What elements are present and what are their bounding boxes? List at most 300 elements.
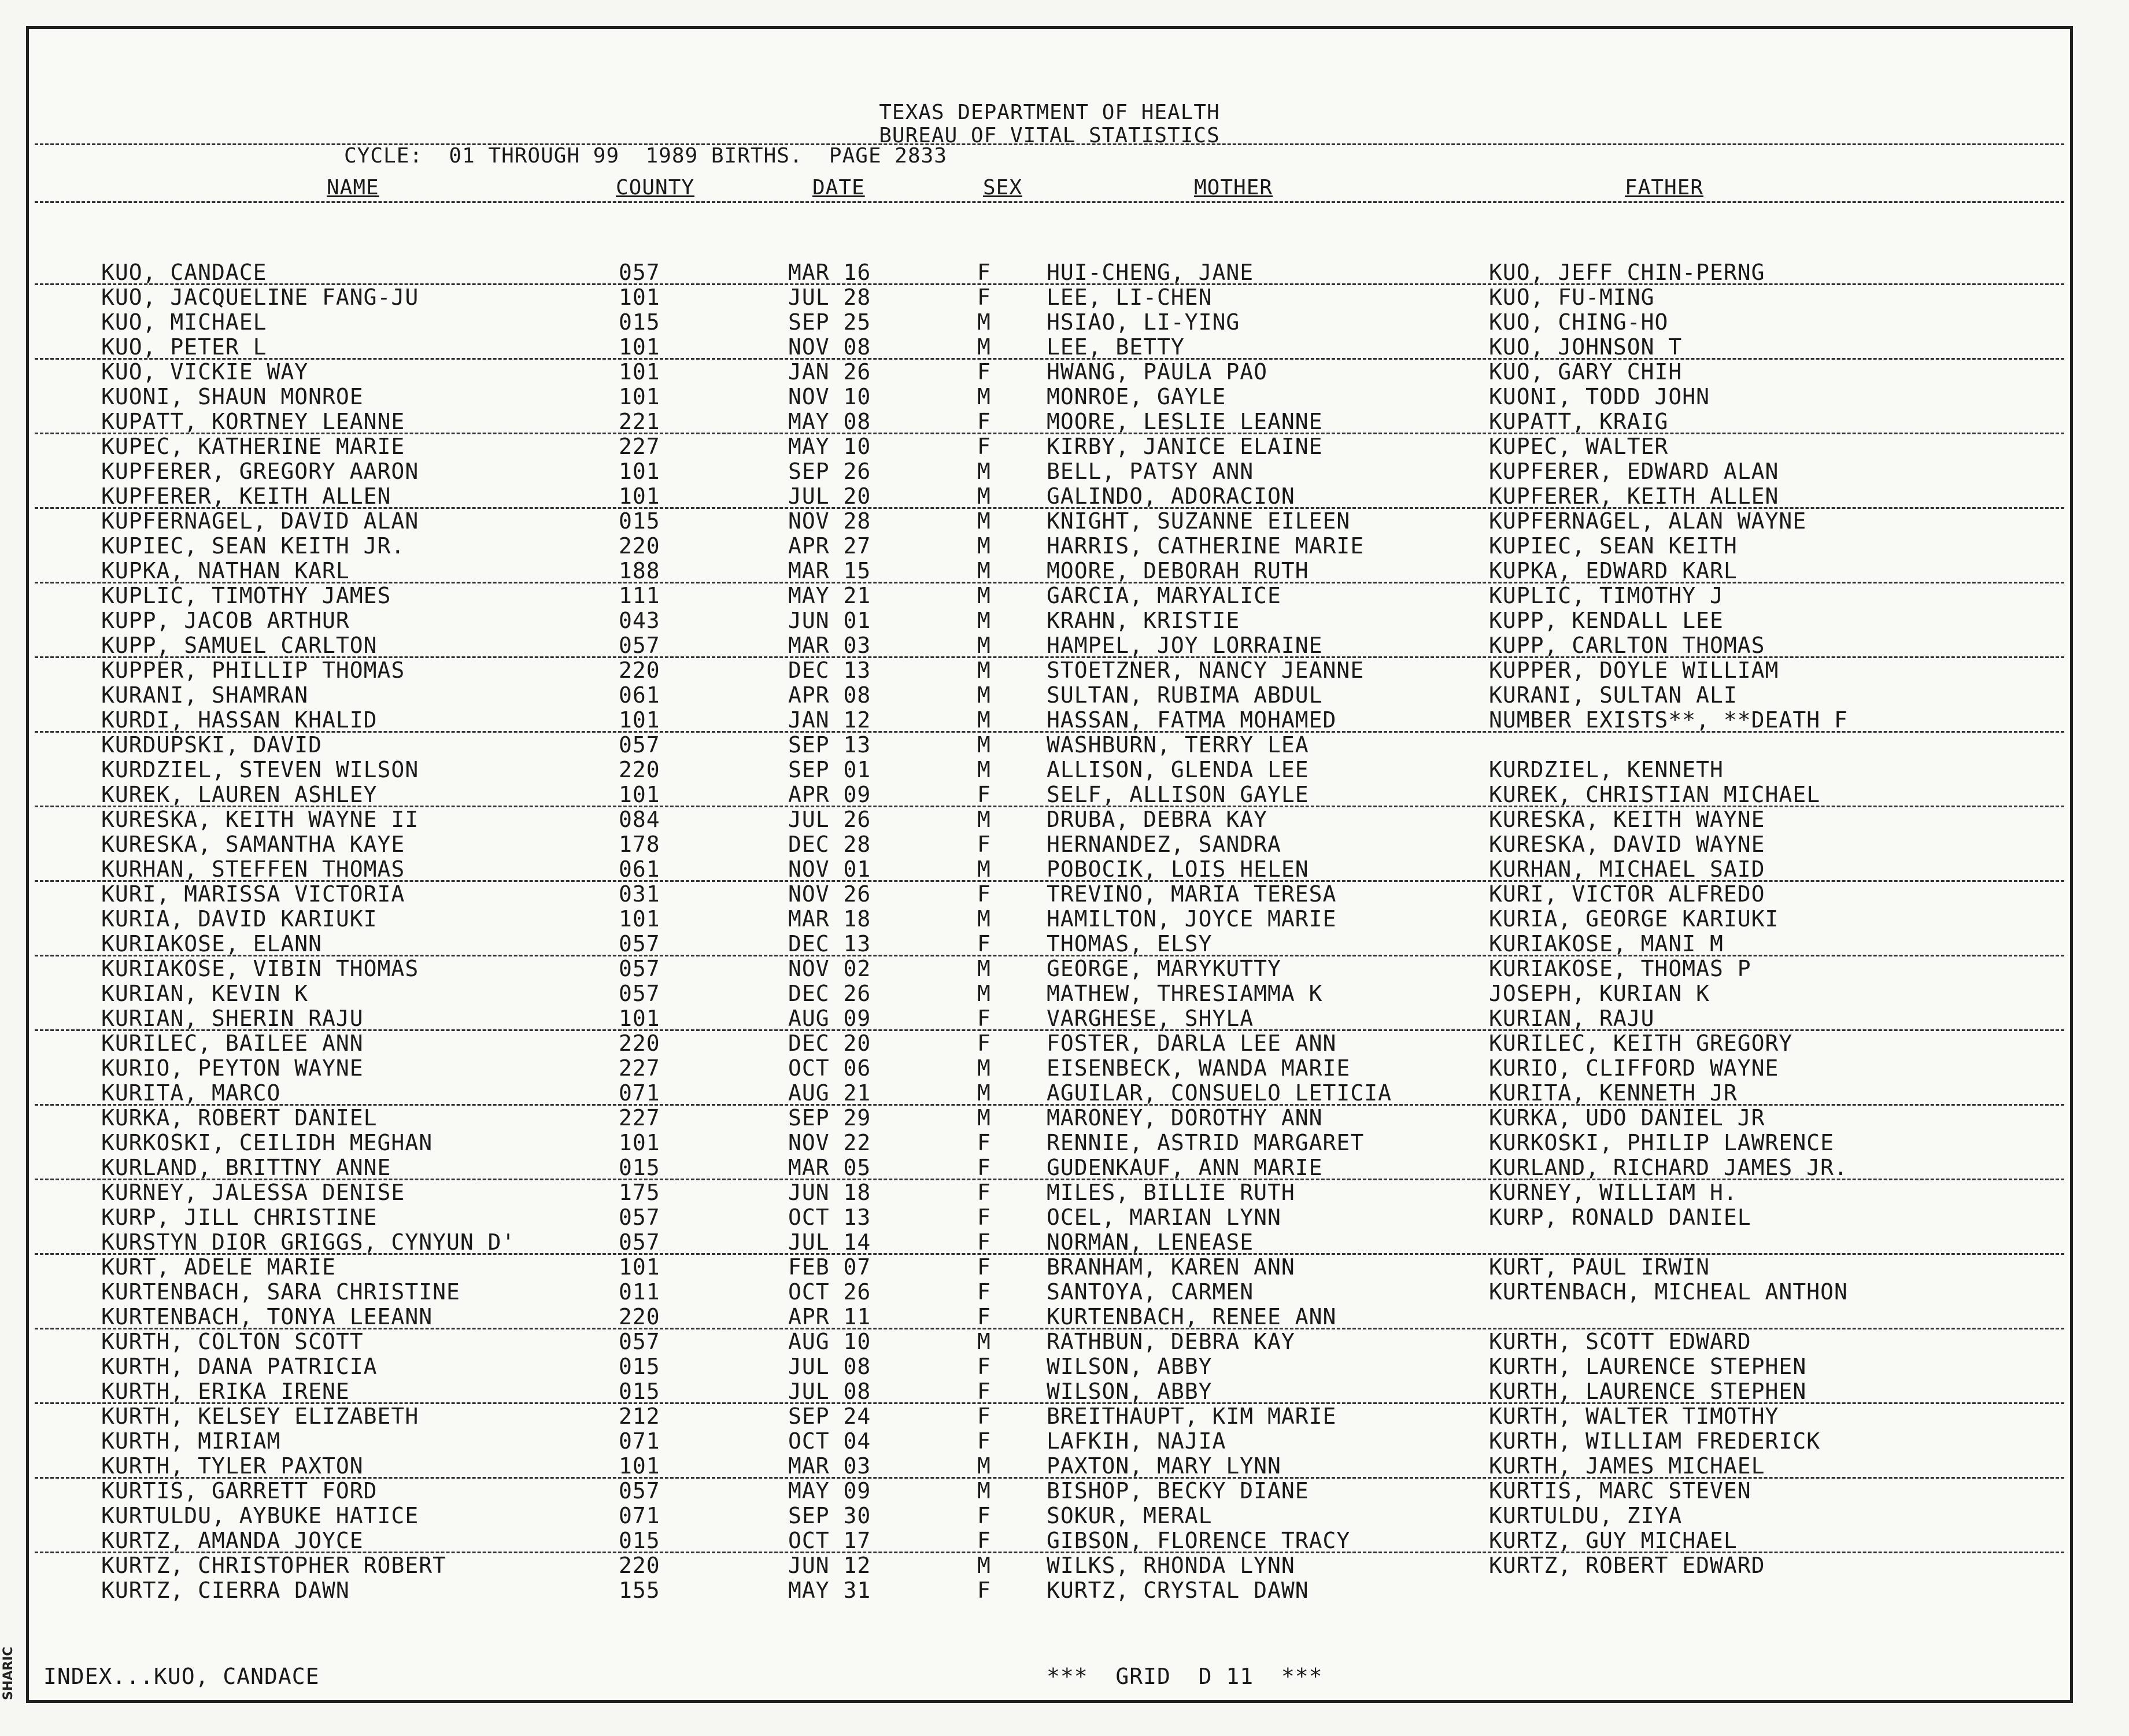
record-mother: LAFKIH, NAJIA [1047, 1428, 1226, 1454]
record-county: 015 [619, 1379, 660, 1404]
record-date: SEP 29 [788, 1105, 871, 1131]
table-row [29, 882, 2070, 907]
record-name: KUPPER, PHILLIP THOMAS [101, 658, 405, 683]
record-sex: F [977, 359, 991, 385]
record-date: NOV 28 [788, 508, 871, 534]
record-date: MAR 03 [788, 1453, 871, 1479]
table-row [29, 360, 2070, 385]
record-father: KUPFERNAGEL, ALAN WAYNE [1489, 508, 1807, 534]
record-father: KURI, VICTOR ALFREDO [1489, 881, 1765, 907]
table-row [29, 1230, 2070, 1255]
record-father: KURKA, UDO DANIEL JR [1489, 1105, 1765, 1131]
record-sex: M [977, 633, 991, 658]
record-father: KUO, JEFF CHIN-PERNG [1489, 260, 1765, 285]
record-sex: F [977, 1304, 991, 1329]
record-date: NOV 22 [788, 1130, 871, 1155]
record-name: KURTH, COLTON SCOTT [101, 1329, 364, 1354]
record-sex: F [977, 1403, 991, 1429]
record-date: DEC 20 [788, 1030, 871, 1056]
record-name: KUPKA, NATHAN KARL [101, 558, 350, 583]
record-sex: M [977, 906, 991, 932]
record-county: 101 [619, 285, 660, 310]
record-father: KURTH, WALTER TIMOTHY [1489, 1403, 1779, 1429]
record-date: APR 27 [788, 533, 871, 559]
record-mother: SULTAN, RUBIMA ABDUL [1047, 682, 1323, 708]
record-name: KUPFERNAGEL, DAVID ALAN [101, 508, 419, 534]
record-mother: HSIAO, LI-YING [1047, 309, 1240, 335]
record-date: JUN 18 [788, 1180, 871, 1205]
table-row [29, 758, 2070, 782]
record-date: APR 11 [788, 1304, 871, 1329]
record-county: 061 [619, 682, 660, 708]
record-county: 011 [619, 1279, 660, 1305]
record-name: KURIAN, KEVIN K [101, 981, 309, 1006]
table-row [29, 782, 2070, 807]
table-row [29, 683, 2070, 708]
record-date: SEP 26 [788, 459, 871, 484]
record-mother: BELL, PATSY ANN [1047, 459, 1254, 484]
record-sex: M [977, 981, 991, 1006]
record-mother: MILES, BILLIE RUTH [1047, 1180, 1295, 1205]
record-father: KURILEC, KEITH GREGORY [1489, 1030, 1793, 1056]
record-date: DEC 28 [788, 832, 871, 857]
record-county: 101 [619, 359, 660, 385]
record-name: KURTH, MIRIAM [101, 1428, 281, 1454]
record-sex: F [977, 1354, 991, 1379]
record-sex: F [977, 1254, 991, 1280]
table-row [29, 658, 2070, 683]
record-name: KUO, MICHAEL [101, 309, 267, 335]
record-mother: WILSON, ABBY [1047, 1354, 1213, 1379]
table-row [29, 1479, 2070, 1504]
record-date: OCT 17 [788, 1528, 871, 1553]
record-county: 101 [619, 1006, 660, 1031]
record-father: JOSEPH, KURIAN K [1489, 981, 1710, 1006]
record-name: KUPFERER, KEITH ALLEN [101, 483, 391, 509]
record-sex: M [977, 1553, 991, 1578]
record-mother: SANTOYA, CARMEN [1047, 1279, 1254, 1305]
table-row [29, 1329, 2070, 1354]
record-mother: GARCIA, MARYALICE [1047, 583, 1281, 608]
record-county: 015 [619, 508, 660, 534]
record-mother: STOETZNER, NANCY JEANNE [1047, 658, 1365, 683]
record-mother: GUDENKAUF, ANN MARIE [1047, 1155, 1323, 1180]
record-mother: MONROE, GAYLE [1047, 384, 1226, 409]
record-mother: DRUBA, DEBRA KAY [1047, 807, 1268, 832]
record-sex: M [977, 1055, 991, 1081]
table-row [29, 1031, 2070, 1056]
record-date: JUL 26 [788, 807, 871, 832]
table-row [29, 1454, 2070, 1479]
record-sex: M [977, 1478, 991, 1504]
record-sex: F [977, 1006, 991, 1031]
record-date: DEC 13 [788, 931, 871, 956]
record-name: KURIO, PEYTON WAYNE [101, 1055, 364, 1081]
record-date: NOV 26 [788, 881, 871, 907]
record-mother: ALLISON, GLENDA LEE [1047, 757, 1309, 782]
record-father: KUPKA, EDWARD KARL [1489, 558, 1738, 583]
record-county: 043 [619, 608, 660, 633]
record-date: AUG 21 [788, 1080, 871, 1106]
record-name: KUO, JACQUELINE FANG-JU [101, 285, 419, 310]
record-mother: WASHBURN, TERRY LEA [1047, 732, 1309, 758]
record-county: 084 [619, 807, 660, 832]
record-name: KURDI, HASSAN KHALID [101, 707, 378, 733]
record-father: KUPP, KENDALL LEE [1489, 608, 1724, 633]
table-row [29, 1131, 2070, 1155]
record-date: JUL 08 [788, 1354, 871, 1379]
table-row [29, 1504, 2070, 1528]
record-mother: HWANG, PAULA PAO [1047, 359, 1268, 385]
record-sex: F [977, 832, 991, 857]
record-name: KURTH, KELSEY ELIZABETH [101, 1403, 419, 1429]
record-name: KUPP, SAMUEL CARLTON [101, 633, 378, 658]
record-mother: THOMAS, ELSY [1047, 931, 1213, 956]
table-row [29, 559, 2070, 583]
record-name: KURKOSKI, CEILIDH MEGHAN [101, 1130, 433, 1155]
table-row [29, 1528, 2070, 1553]
record-mother: KRAHN, KRISTIE [1047, 608, 1240, 633]
record-father: KUO, GARY CHIH [1489, 359, 1683, 385]
record-mother: MATHEW, THRESIAMMA K [1047, 981, 1323, 1006]
record-county: 212 [619, 1403, 660, 1429]
record-sex: M [977, 1105, 991, 1131]
table-row [29, 1180, 2070, 1205]
header-divider [35, 143, 2064, 145]
record-mother: WILSON, ABBY [1047, 1379, 1213, 1404]
record-mother: HAMILTON, JOYCE MARIE [1047, 906, 1337, 932]
record-mother: SELF, ALLISON GAYLE [1047, 782, 1309, 807]
table-row [29, 1354, 2070, 1379]
record-sex: F [977, 1578, 991, 1603]
record-mother: BISHOP, BECKY DIANE [1047, 1478, 1309, 1504]
record-name: KURHAN, STEFFEN THOMAS [101, 856, 405, 882]
table-row [29, 1280, 2070, 1305]
record-father: KUO, JOHNSON T [1489, 334, 1683, 360]
record-father: KURTENBACH, MICHEAL ANTHON [1489, 1279, 1848, 1305]
table-row [29, 1006, 2070, 1031]
record-mother: GEORGE, MARYKUTTY [1047, 956, 1281, 981]
record-county: 227 [619, 434, 660, 459]
table-row [29, 1056, 2070, 1081]
record-county: 101 [619, 707, 660, 733]
record-county: 071 [619, 1503, 660, 1528]
record-father: KURIO, CLIFFORD WAYNE [1489, 1055, 1779, 1081]
record-sex: M [977, 707, 991, 733]
record-father: KURTH, LAURENCE STEPHEN [1489, 1379, 1807, 1404]
record-county: 220 [619, 1304, 660, 1329]
record-father: KURITA, KENNETH JR [1489, 1080, 1738, 1106]
table-row [29, 807, 2070, 832]
record-sex: F [977, 1279, 991, 1305]
column-header-name: NAME [327, 176, 379, 200]
column-header-father: FATHER [1625, 176, 1704, 200]
record-sex: M [977, 732, 991, 758]
table-row [29, 932, 2070, 956]
record-father: KURIAN, RAJU [1489, 1006, 1655, 1031]
record-name: KUPP, JACOB ARTHUR [101, 608, 350, 633]
record-name: KURILEC, BAILEE ANN [101, 1030, 364, 1056]
record-sex: M [977, 334, 991, 360]
record-date: DEC 13 [788, 658, 871, 683]
record-name: KURI, MARISSA VICTORIA [101, 881, 405, 907]
record-county: 101 [619, 906, 660, 932]
column-divider [35, 201, 2064, 203]
record-date: MAY 31 [788, 1578, 871, 1603]
table-row [29, 385, 2070, 409]
record-mother: KNIGHT, SUZANNE EILEEN [1047, 508, 1351, 534]
record-name: KURTENBACH, TONYA LEEANN [101, 1304, 433, 1329]
record-name: KURESKA, KEITH WAYNE II [101, 807, 419, 832]
table-row [29, 260, 2070, 285]
table-row [29, 1205, 2070, 1230]
record-date: SEP 25 [788, 309, 871, 335]
record-sex: M [977, 608, 991, 633]
record-county: 031 [619, 881, 660, 907]
record-name: KURIAKOSE, ELANN [101, 931, 323, 956]
table-row [29, 409, 2070, 434]
record-father: KURTZ, ROBERT EDWARD [1489, 1553, 1765, 1578]
record-name: KUO, PETER L [101, 334, 267, 360]
record-date: OCT 26 [788, 1279, 871, 1305]
record-name: KURESKA, SAMANTHA KAYE [101, 832, 405, 857]
record-mother: HAMPEL, JOY LORRAINE [1047, 633, 1323, 658]
record-name: KURNEY, JALESSA DENISE [101, 1180, 405, 1205]
record-sex: M [977, 956, 991, 981]
record-father: KUPLIC, TIMOTHY J [1489, 583, 1724, 608]
table-row [29, 733, 2070, 758]
record-sex: M [977, 459, 991, 484]
record-father: KURIA, GEORGE KARIUKI [1489, 906, 1779, 932]
record-date: SEP 30 [788, 1503, 871, 1528]
record-county: 101 [619, 782, 660, 807]
table-row [29, 1578, 2070, 1603]
record-sex: M [977, 856, 991, 882]
record-sex: M [977, 1329, 991, 1354]
record-mother: BRANHAM, KAREN ANN [1047, 1254, 1295, 1280]
column-header-sex: SEX [983, 176, 1023, 200]
record-name: KURP, JILL CHRISTINE [101, 1205, 378, 1230]
table-row [29, 1553, 2070, 1578]
record-sex: M [977, 1453, 991, 1479]
record-sex: F [977, 1503, 991, 1528]
record-date: DEC 26 [788, 981, 871, 1006]
table-row [29, 608, 2070, 633]
record-father: KURESKA, DAVID WAYNE [1489, 832, 1765, 857]
record-sex: M [977, 1080, 991, 1106]
column-header-county: COUNTY [616, 176, 695, 200]
record-county: 220 [619, 1030, 660, 1056]
record-date: OCT 04 [788, 1428, 871, 1454]
table-row [29, 1155, 2070, 1180]
record-mother: MOORE, LESLIE LEANNE [1047, 409, 1323, 434]
record-date: NOV 10 [788, 384, 871, 409]
record-date: MAY 09 [788, 1478, 871, 1504]
record-county: 155 [619, 1578, 660, 1603]
record-county: 101 [619, 1453, 660, 1479]
record-county: 057 [619, 1205, 660, 1230]
record-county: 057 [619, 633, 660, 658]
record-date: MAR 18 [788, 906, 871, 932]
record-mother: HASSAN, FATMA MOHAMED [1047, 707, 1337, 733]
record-sex: M [977, 384, 991, 409]
table-row [29, 310, 2070, 335]
record-father: KUONI, TODD JOHN [1489, 384, 1710, 409]
record-father: KURTH, WILLIAM FREDERICK [1489, 1428, 1821, 1454]
record-name: KURITA, MARCO [101, 1080, 281, 1106]
record-county: 057 [619, 732, 660, 758]
table-row [29, 956, 2070, 981]
record-name: KURTZ, CIERRA DAWN [101, 1578, 350, 1603]
record-father: KURT, PAUL IRWIN [1489, 1254, 1710, 1280]
record-county: 221 [619, 409, 660, 434]
record-father: KURTH, JAMES MICHAEL [1489, 1453, 1765, 1479]
record-name: KURKA, ROBERT DANIEL [101, 1105, 378, 1131]
record-name: KURTIS, GARRETT FORD [101, 1478, 378, 1504]
table-row [29, 434, 2070, 459]
record-father: KUPP, CARLTON THOMAS [1489, 633, 1765, 658]
record-date: MAY 21 [788, 583, 871, 608]
record-father: KUPIEC, SEAN KEITH [1489, 533, 1738, 559]
record-county: 057 [619, 981, 660, 1006]
record-name: KUREK, LAUREN ASHLEY [101, 782, 378, 807]
record-county: 015 [619, 1155, 660, 1180]
table-row [29, 1404, 2070, 1429]
cycle-line: CYCLE: 01 THROUGH 99 1989 BIRTHS. PAGE 2833 [344, 144, 947, 168]
record-father: KUPFERER, EDWARD ALAN [1489, 459, 1779, 484]
record-date: MAR 03 [788, 633, 871, 658]
record-county: 175 [619, 1180, 660, 1205]
record-father: KUO, CHING-HO [1489, 309, 1669, 335]
record-sex: F [977, 1030, 991, 1056]
record-date: SEP 13 [788, 732, 871, 758]
record-mother: PAXTON, MARY LYNN [1047, 1453, 1281, 1479]
record-date: JUN 01 [788, 608, 871, 633]
record-county: 061 [619, 856, 660, 882]
record-date: NOV 01 [788, 856, 871, 882]
record-date: JUL 20 [788, 483, 871, 509]
table-row [29, 459, 2070, 484]
record-county: 188 [619, 558, 660, 583]
record-county: 071 [619, 1080, 660, 1106]
record-sex: F [977, 1528, 991, 1553]
record-mother: EISENBECK, WANDA MARIE [1047, 1055, 1351, 1081]
table-row [29, 285, 2070, 310]
record-father: KURHAN, MICHAEL SAID [1489, 856, 1765, 882]
record-mother: NORMAN, LENEASE [1047, 1229, 1254, 1255]
record-sex: F [977, 260, 991, 285]
record-father: KUPFERER, KEITH ALLEN [1489, 483, 1779, 509]
record-name: KURTH, ERIKA IRENE [101, 1379, 350, 1404]
record-mother: AGUILAR, CONSUELO LETICIA [1047, 1080, 1392, 1106]
record-mother: RENNIE, ASTRID MARGARET [1047, 1130, 1365, 1155]
record-date: MAY 08 [788, 409, 871, 434]
record-name: KURANI, SHAMRAN [101, 682, 309, 708]
record-sex: F [977, 931, 991, 956]
record-sex: F [977, 782, 991, 807]
record-county: 227 [619, 1105, 660, 1131]
table-row [29, 1379, 2070, 1404]
record-county: 220 [619, 533, 660, 559]
header-bureau: BUREAU OF VITAL STATISTICS [879, 124, 1220, 147]
record-date: NOV 02 [788, 956, 871, 981]
record-name: KURTH, DANA PATRICIA [101, 1354, 378, 1379]
table-row [29, 509, 2070, 534]
record-county: 220 [619, 658, 660, 683]
record-sex: F [977, 285, 991, 310]
record-sex: M [977, 807, 991, 832]
record-father: KURNEY, WILLIAM H. [1489, 1180, 1738, 1205]
record-county: 057 [619, 1478, 660, 1504]
table-row [29, 1429, 2070, 1454]
column-header-mother: MOTHER [1194, 176, 1273, 200]
record-county: 111 [619, 583, 660, 608]
record-father: KUO, FU-MING [1489, 285, 1655, 310]
record-date: APR 09 [788, 782, 871, 807]
record-mother: MARONEY, DOROTHY ANN [1047, 1105, 1323, 1131]
birth-index-page [26, 26, 2073, 1703]
record-date: JUN 12 [788, 1553, 871, 1578]
record-county: 057 [619, 956, 660, 981]
record-county: 220 [619, 757, 660, 782]
record-date: MAR 05 [788, 1155, 871, 1180]
column-header-date: DATE [812, 176, 865, 200]
record-county: 101 [619, 384, 660, 409]
record-county: 015 [619, 1528, 660, 1553]
record-sex: F [977, 1130, 991, 1155]
table-row [29, 1106, 2070, 1131]
record-father: KURESKA, KEITH WAYNE [1489, 807, 1765, 832]
record-date: SEP 24 [788, 1403, 871, 1429]
record-mother: WILKS, RHONDA LYNN [1047, 1553, 1295, 1578]
record-father: KURLAND, RICHARD JAMES JR. [1489, 1155, 1848, 1180]
record-name: KURTULDU, AYBUKE HATICE [101, 1503, 419, 1528]
record-name: KUO, VICKIE WAY [101, 359, 309, 385]
record-date: AUG 09 [788, 1006, 871, 1031]
record-sex: F [977, 1180, 991, 1205]
record-name: KURSTYN DIOR GRIGGS, CYNYUN D' [101, 1229, 516, 1255]
record-county: 178 [619, 832, 660, 857]
record-name: KUONI, SHAUN MONROE [101, 384, 364, 409]
record-father: KURP, RONALD DANIEL [1489, 1205, 1751, 1230]
record-county: 101 [619, 1254, 660, 1280]
table-row [29, 857, 2070, 882]
record-mother: GALINDO, ADORACION [1047, 483, 1295, 509]
record-mother: LEE, LI-CHEN [1047, 285, 1213, 310]
record-name: KURLAND, BRITTNY ANNE [101, 1155, 391, 1180]
record-date: JAN 12 [788, 707, 871, 733]
record-sex: F [977, 1428, 991, 1454]
record-mother: HERNANDEZ, SANDRA [1047, 832, 1281, 857]
record-sex: M [977, 658, 991, 683]
record-county: 101 [619, 1130, 660, 1155]
table-row [29, 633, 2070, 658]
record-county: 101 [619, 334, 660, 360]
grid-footer: *** GRID D 11 *** [1047, 1664, 1323, 1689]
table-row [29, 1081, 2070, 1106]
record-county: 101 [619, 483, 660, 509]
record-mother: POBOCIK, LOIS HELEN [1047, 856, 1309, 882]
table-row [29, 981, 2070, 1006]
record-date: NOV 08 [788, 334, 871, 360]
record-father: KUPATT, KRAIG [1489, 409, 1669, 434]
record-date: OCT 13 [788, 1205, 871, 1230]
record-sex: M [977, 583, 991, 608]
record-name: KURIA, DAVID KARIUKI [101, 906, 378, 932]
record-date: MAR 15 [788, 558, 871, 583]
record-father: KURTULDU, ZIYA [1489, 1503, 1683, 1528]
record-county: 227 [619, 1055, 660, 1081]
